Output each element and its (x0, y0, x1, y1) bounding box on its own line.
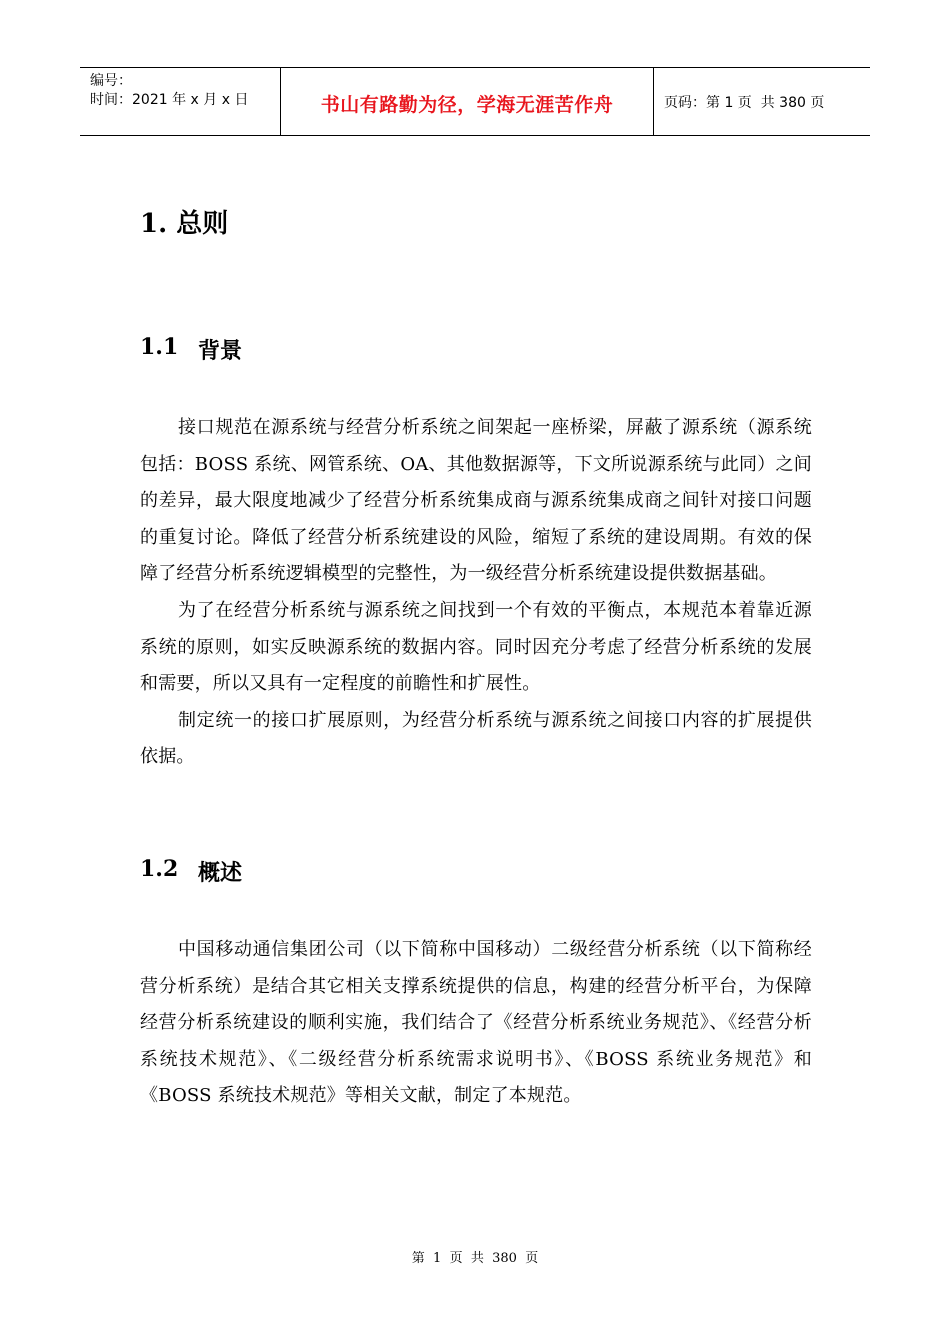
section-title: 背景 (198, 338, 243, 364)
footer-page-number: 第 1 页 共 380 页 (411, 1251, 539, 1266)
section-number: 1.2 (140, 856, 179, 882)
chapter-title: 1. 总则 (140, 209, 229, 239)
paragraph: 接口规范在源系统与经营分析系统之间架起一座桥梁，屏蔽了源系统（源系统包括：BOSS 系统、网管系统、OA、其他数据源等，下文所说源系统与此同）之间的差异，最大限度地减少了经营分析系统集成商与源系统集成商之间针对接口问题的重复讨论。降低了经营分析系统建设的风险，缩短了系统的建设周期。有效的保障了经营分析系统逻辑模型的完整性，为一级经营分析系统建设提供数据基础。 (140, 417, 812, 585)
section-title: 概述 (198, 860, 243, 886)
paragraph: 中国移动通信集团公司（以下简称中国移动）二级经营分析系统（以下简称经营分析系统）是结合其它相关支撑系统提供的信息，构建的经营分析平台，为保障经营分析系统建设的顺利实施，我们结合了《经营分析系统业务规范》、《经营分析系统技术规范》、《二级经营分析系统需求说明书》、《BOSS 系统业务规范》和《BOSS 系统技术规范》等相关文献，制定了本规范。 (140, 939, 812, 1107)
document-time-label: 时间：2021 年 x 月 x 日 (90, 92, 249, 108)
section-body-background (140, 410, 812, 776)
document-number-label: 编号： (90, 73, 132, 89)
page-footer (0, 1247, 950, 1266)
header-meta-cell (80, 68, 281, 135)
paragraph: 为了在经营分析系统与源系统之间找到一个有效的平衡点，本规范本着靠近源系统的原则，如实反映源系统的数据内容。同时因充分考虑了经营分析系统的发展和需要，所以又具有一定程度的前瞻性和扩展性。 (140, 599, 812, 695)
section-heading-background (140, 334, 242, 365)
header-page-info: 页码：第 1 页 共 380 页 (664, 94, 825, 111)
paragraph: 制定统一的接口扩展原则，为经营分析系统与源系统之间接口内容的扩展提供依据。 (140, 709, 812, 768)
section-number: 1.1 (140, 334, 179, 360)
header-motto: 书山有路勤为径，学海无涯苦作舟 (320, 94, 614, 116)
section-body-overview (140, 932, 812, 1115)
section-heading-overview (140, 856, 242, 887)
page-header (80, 67, 870, 136)
header-motto-cell (281, 68, 654, 135)
header-page-cell (654, 68, 870, 135)
